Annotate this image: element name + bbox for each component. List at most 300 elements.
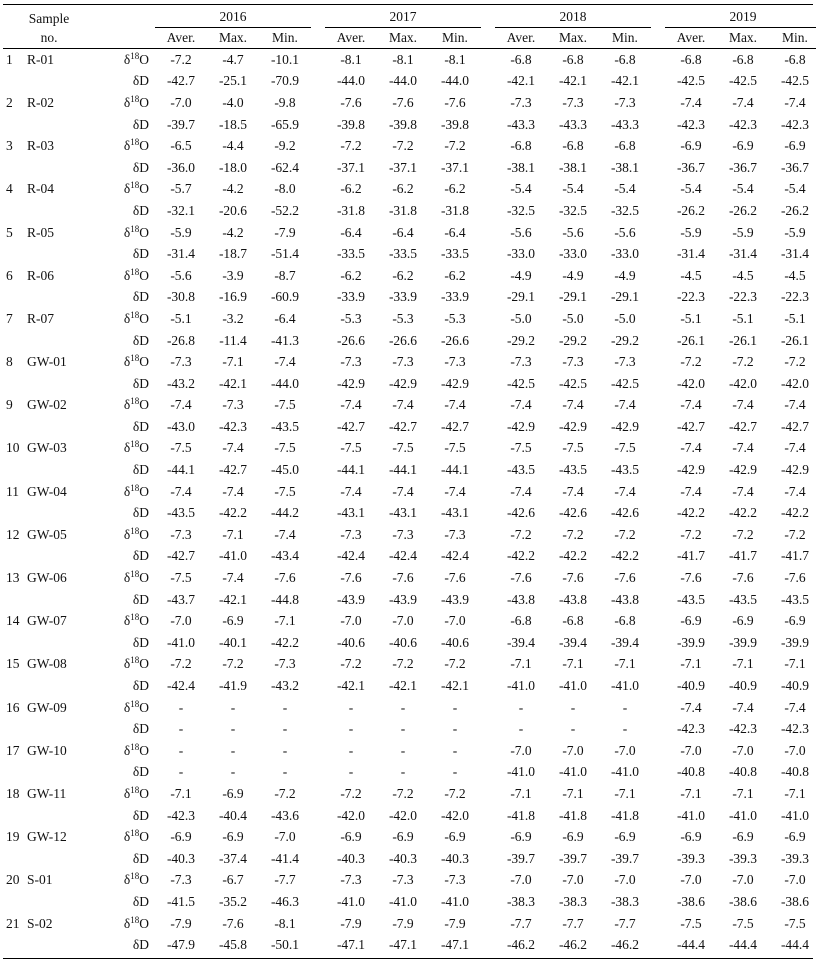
value-cell: -39.3: [780, 850, 810, 866]
sample-id-blank: [25, 934, 77, 956]
value-cell: -: [452, 764, 458, 780]
value-cell: -42.4: [336, 548, 366, 564]
value-cell: -7.2: [680, 354, 702, 370]
value-cell: -: [518, 699, 524, 715]
value-cell: -9.8: [274, 94, 296, 110]
delta-symbol: δ: [123, 785, 131, 801]
gap-cell: [651, 330, 665, 352]
value-cell: -7.5: [340, 440, 362, 456]
value-cell: -32.5: [610, 202, 640, 218]
stat-header-max-2018: Max.: [558, 30, 588, 45]
gap-cell: [651, 92, 665, 114]
value-cell: -44.1: [166, 462, 196, 478]
value-cell: -7.4: [562, 483, 584, 499]
value-cell: -41.8: [558, 807, 588, 823]
value-cell: -5.4: [614, 181, 636, 197]
value-cell: -26.6: [388, 332, 418, 348]
value-cell: -7.7: [510, 915, 532, 931]
value-cell: -7.3: [392, 354, 414, 370]
table-row: [3, 157, 816, 179]
value-cell: -39.9: [676, 634, 706, 650]
element-symbol: O: [139, 742, 149, 758]
value-cell: -7.1: [732, 656, 754, 672]
gap-cell: [651, 351, 665, 373]
sample-number-blank: [3, 891, 25, 913]
delta-symbol: δ: [123, 613, 131, 629]
table-row: [3, 243, 816, 265]
value-cell: -18.0: [218, 159, 248, 175]
gap-cell: [481, 28, 495, 49]
delta-symbol: δ: [123, 829, 131, 845]
gap-cell: [651, 913, 665, 935]
value-cell: -6.8: [614, 138, 636, 154]
value-cell: -6.2: [340, 181, 362, 197]
value-cell: -5.4: [510, 181, 532, 197]
value-cell: -5.3: [340, 310, 362, 326]
value-cell: -33.9: [336, 289, 366, 305]
element-symbol: O: [139, 570, 149, 586]
delta-symbol: δ: [123, 526, 131, 542]
value-cell: -7.4: [784, 483, 806, 499]
value-cell: -7.0: [614, 742, 636, 758]
value-cell: -29.1: [558, 289, 588, 305]
value-cell: -: [178, 742, 184, 758]
value-cell: -4.4: [222, 138, 244, 154]
value-cell: -7.0: [170, 94, 192, 110]
gap-cell: [651, 848, 665, 870]
value-cell: -41.5: [166, 893, 196, 909]
gap-cell: [651, 265, 665, 287]
gap-cell: [311, 438, 325, 460]
element-symbol: O: [139, 138, 149, 154]
value-cell: -: [622, 721, 628, 737]
table-row: [3, 416, 816, 438]
value-cell: -29.2: [506, 332, 536, 348]
value-cell: -7.1: [614, 785, 636, 801]
isotope-label-dD: δD: [132, 418, 149, 434]
value-cell: -6.9: [222, 829, 244, 845]
isotope-label-o18: [77, 308, 155, 330]
gap-cell: [311, 308, 325, 330]
value-cell: -29.1: [610, 289, 640, 305]
value-cell: -46.2: [506, 937, 536, 953]
stat-header-max-2017: Max.: [388, 30, 418, 45]
value-cell: -7.3: [340, 526, 362, 542]
value-cell: -7.2: [222, 656, 244, 672]
value-cell: -7.5: [274, 483, 296, 499]
gap-cell: [311, 200, 325, 222]
value-cell: -43.1: [440, 505, 470, 521]
value-cell: -40.3: [440, 850, 470, 866]
value-cell: -7.5: [274, 397, 296, 413]
delta-symbol: δ: [123, 138, 131, 154]
value-cell: -39.8: [388, 116, 418, 132]
value-cell: -42.3: [780, 721, 810, 737]
element-symbol: O: [139, 181, 149, 197]
isotope-label-o18: [77, 567, 155, 589]
value-cell: -7.2: [680, 526, 702, 542]
value-cell: -: [622, 699, 628, 715]
value-cell: -7.4: [170, 483, 192, 499]
isotope-label-o18: [77, 92, 155, 114]
value-cell: -33.9: [388, 289, 418, 305]
stat-header-aver-2018: Aver.: [506, 30, 536, 45]
value-cell: -7.4: [614, 483, 636, 499]
value-cell: -7.4: [732, 94, 754, 110]
sample-header-line1: Sample: [28, 10, 70, 26]
value-cell: -41.0: [440, 893, 470, 909]
value-cell: -6.8: [614, 51, 636, 67]
sample-number: 20: [6, 872, 20, 888]
sample-id: R-03: [27, 138, 54, 154]
gap-cell: [481, 416, 495, 438]
table-row: [3, 891, 816, 913]
value-cell: -39.4: [558, 634, 588, 650]
value-cell: -44.4: [676, 937, 706, 953]
sample-number: 3: [6, 138, 13, 154]
sample-number-blank: [3, 243, 25, 265]
mass-number: 18: [130, 741, 140, 752]
value-cell: -5.6: [614, 224, 636, 240]
isotope-label-o18: [77, 49, 155, 71]
value-cell: -40.3: [166, 850, 196, 866]
value-cell: -31.4: [166, 246, 196, 262]
table-row: [3, 395, 816, 417]
value-cell: -7.6: [510, 570, 532, 586]
value-cell: -5.0: [562, 310, 584, 326]
gap-cell: [481, 179, 495, 201]
value-cell: -42.3: [728, 721, 758, 737]
value-cell: -39.7: [166, 116, 196, 132]
gap-cell: [311, 28, 325, 49]
value-cell: -7.0: [562, 742, 584, 758]
gap-cell: [481, 265, 495, 287]
value-cell: -7.4: [614, 397, 636, 413]
gap-cell: [651, 610, 665, 632]
value-cell: -5.9: [784, 224, 806, 240]
gap-cell: [311, 71, 325, 93]
value-cell: -6.9: [784, 613, 806, 629]
element-symbol: O: [139, 613, 149, 629]
value-cell: -7.6: [340, 94, 362, 110]
isotope-label-dD: δD: [132, 462, 149, 478]
value-cell: -44.1: [388, 462, 418, 478]
sample-number-blank: [3, 675, 25, 697]
gap-cell: [651, 114, 665, 136]
value-cell: -42.1: [506, 73, 536, 89]
gap-cell: [481, 697, 495, 719]
sample-number: 6: [6, 267, 13, 283]
value-cell: -4.2: [222, 181, 244, 197]
table-row: [3, 762, 816, 784]
value-cell: -7.4: [340, 483, 362, 499]
value-cell: -5.9: [732, 224, 754, 240]
gap-cell: [481, 287, 495, 309]
isotope-label-dD: δD: [132, 332, 149, 348]
value-cell: -7.2: [340, 785, 362, 801]
isotope-label-o18: [77, 610, 155, 632]
gap-cell: [481, 654, 495, 676]
value-cell: -7.9: [392, 915, 414, 931]
element-symbol: O: [139, 397, 149, 413]
value-cell: -41.0: [728, 807, 758, 823]
value-cell: -40.1: [218, 634, 248, 650]
value-cell: -7.3: [444, 872, 466, 888]
sample-number: 21: [6, 915, 20, 931]
value-cell: -43.5: [780, 591, 810, 607]
value-cell: -44.1: [336, 462, 366, 478]
isotope-label-o18: [77, 395, 155, 417]
value-cell: -42.3: [728, 116, 758, 132]
sample-number: 1: [6, 51, 13, 67]
value-cell: -4.9: [562, 267, 584, 283]
value-cell: -39.3: [728, 850, 758, 866]
value-cell: -7.5: [614, 440, 636, 456]
table-row: [3, 351, 816, 373]
gap-cell: [311, 632, 325, 654]
value-cell: -7.1: [732, 785, 754, 801]
value-cell: -: [282, 699, 288, 715]
table-row: [3, 740, 816, 762]
value-cell: -46.2: [558, 937, 588, 953]
value-cell: -39.8: [440, 116, 470, 132]
value-cell: -7.1: [222, 526, 244, 542]
gap-cell: [651, 200, 665, 222]
value-cell: -8.1: [392, 51, 414, 67]
value-cell: -43.3: [610, 116, 640, 132]
value-cell: -44.4: [728, 937, 758, 953]
value-cell: -38.6: [676, 893, 706, 909]
value-cell: -42.9: [610, 418, 640, 434]
delta-symbol: δ: [123, 181, 131, 197]
sample-number-blank: [3, 848, 25, 870]
sample-id-blank: [25, 805, 77, 827]
table-row: [3, 718, 816, 740]
value-cell: -7.4: [732, 440, 754, 456]
value-cell: -7.0: [392, 613, 414, 629]
isotope-label-dD: δD: [132, 807, 149, 823]
gap-cell: [481, 524, 495, 546]
sample-number: 7: [6, 310, 13, 326]
value-cell: -7.1: [562, 785, 584, 801]
value-cell: -43.7: [166, 591, 196, 607]
value-cell: -38.6: [780, 893, 810, 909]
value-cell: -7.0: [444, 613, 466, 629]
value-cell: -42.1: [218, 591, 248, 607]
value-cell: -42.1: [440, 678, 470, 694]
value-cell: -36.7: [676, 159, 706, 175]
value-cell: -7.4: [680, 94, 702, 110]
gap-cell: [481, 438, 495, 460]
value-cell: -38.1: [506, 159, 536, 175]
value-cell: -42.0: [728, 375, 758, 391]
gap-cell: [481, 783, 495, 805]
value-cell: -26.1: [676, 332, 706, 348]
gap-cell: [481, 373, 495, 395]
value-cell: -5.0: [614, 310, 636, 326]
value-cell: -35.2: [218, 893, 248, 909]
value-cell: -43.4: [270, 548, 300, 564]
value-cell: -32.5: [558, 202, 588, 218]
stat-header-min-2019: Min.: [782, 30, 808, 45]
value-cell: -6.8: [510, 51, 532, 67]
mass-number: 18: [130, 828, 140, 839]
mass-number: 18: [130, 223, 140, 234]
value-cell: -: [452, 699, 458, 715]
table-row: [3, 589, 816, 611]
value-cell: -42.9: [506, 418, 536, 434]
isotope-label-o18: [77, 265, 155, 287]
value-cell: -6.8: [784, 51, 806, 67]
value-cell: -7.2: [732, 526, 754, 542]
gap-cell: [481, 826, 495, 848]
value-cell: -7.3: [170, 354, 192, 370]
value-cell: -5.4: [784, 181, 806, 197]
value-cell: -39.7: [610, 850, 640, 866]
element-symbol: O: [139, 699, 149, 715]
sample-number: 4: [6, 181, 13, 197]
value-cell: -5.0: [510, 310, 532, 326]
value-cell: -: [282, 742, 288, 758]
value-cell: -7.3: [614, 354, 636, 370]
value-cell: -41.0: [780, 807, 810, 823]
value-cell: -7.3: [170, 872, 192, 888]
table-row: [3, 179, 816, 201]
value-cell: -43.8: [610, 591, 640, 607]
table-row: [3, 654, 816, 676]
isotope-label-dD: δD: [132, 764, 149, 780]
year-header-2018: 2018: [495, 7, 651, 28]
sample-id: GW-12: [27, 829, 67, 845]
gap-cell: [311, 783, 325, 805]
gap-cell: [481, 222, 495, 244]
gap-cell: [651, 567, 665, 589]
sample-number-blank: [3, 589, 25, 611]
gap-cell: [651, 718, 665, 740]
gap-cell: [311, 697, 325, 719]
value-cell: -6.2: [444, 181, 466, 197]
delta-symbol: δ: [123, 397, 131, 413]
value-cell: -42.2: [558, 548, 588, 564]
table-row: [3, 848, 816, 870]
gap-cell: [311, 567, 325, 589]
sample-number: 8: [6, 354, 13, 370]
gap-cell: [311, 157, 325, 179]
value-cell: -9.2: [274, 138, 296, 154]
value-cell: -26.1: [780, 332, 810, 348]
value-cell: -7.4: [562, 397, 584, 413]
element-symbol: O: [139, 310, 149, 326]
value-cell: -42.0: [336, 807, 366, 823]
value-cell: -7.4: [680, 397, 702, 413]
value-cell: -7.2: [444, 656, 466, 672]
value-cell: -60.9: [270, 289, 300, 305]
value-cell: -26.2: [676, 202, 706, 218]
sample-number: 11: [6, 483, 19, 499]
value-cell: -7.4: [392, 397, 414, 413]
sample-id-blank: [25, 373, 77, 395]
value-cell: -5.9: [680, 224, 702, 240]
delta-symbol: δ: [123, 51, 131, 67]
gap-cell: [481, 934, 495, 956]
sample-id-blank: [25, 114, 77, 136]
value-cell: -42.2: [270, 634, 300, 650]
sample-number-blank: [3, 330, 25, 352]
sample-number-blank: [3, 157, 25, 179]
value-cell: -7.3: [222, 397, 244, 413]
gap-cell: [481, 718, 495, 740]
value-cell: -42.1: [336, 678, 366, 694]
gap-cell: [651, 222, 665, 244]
isotope-label-dD: δD: [132, 505, 149, 521]
value-cell: -46.3: [270, 893, 300, 909]
value-cell: -40.8: [676, 764, 706, 780]
stat-header-max-2016: Max.: [218, 30, 248, 45]
sample-id-blank: [25, 459, 77, 481]
gap-cell: [311, 675, 325, 697]
value-cell: -7.0: [510, 872, 532, 888]
value-cell: -7.1: [510, 656, 532, 672]
value-cell: -: [400, 742, 406, 758]
gap-cell: [311, 610, 325, 632]
value-cell: -5.6: [562, 224, 584, 240]
gap-cell: [311, 654, 325, 676]
value-cell: -41.3: [270, 332, 300, 348]
value-cell: -41.4: [270, 850, 300, 866]
value-cell: -37.4: [218, 850, 248, 866]
table-row: [3, 546, 816, 568]
value-cell: -42.1: [218, 375, 248, 391]
value-cell: -: [230, 699, 236, 715]
value-cell: -42.7: [336, 418, 366, 434]
value-cell: -41.0: [676, 807, 706, 823]
value-cell: -43.5: [728, 591, 758, 607]
value-cell: -6.8: [510, 613, 532, 629]
value-cell: -7.7: [614, 915, 636, 931]
isotope-label-dD: δD: [132, 850, 149, 866]
value-cell: -32.5: [506, 202, 536, 218]
sample-id: R-04: [27, 181, 54, 197]
value-cell: -5.3: [444, 310, 466, 326]
gap-cell: [311, 395, 325, 417]
value-cell: -41.0: [506, 764, 536, 780]
value-cell: -: [178, 764, 184, 780]
gap-cell: [311, 805, 325, 827]
sample-id-blank: [25, 243, 77, 265]
value-cell: -29.2: [558, 332, 588, 348]
value-cell: -42.4: [166, 678, 196, 694]
gap-cell: [481, 632, 495, 654]
stat-header-aver-2016: Aver.: [166, 30, 196, 45]
value-cell: -7.7: [562, 915, 584, 931]
value-cell: -7.4: [732, 397, 754, 413]
gap-cell: [311, 740, 325, 762]
sample-id: GW-04: [27, 483, 67, 499]
value-cell: -43.2: [270, 678, 300, 694]
value-cell: -7.3: [340, 354, 362, 370]
value-cell: -50.1: [270, 937, 300, 953]
value-cell: -40.4: [218, 807, 248, 823]
isotope-label-o18: [77, 783, 155, 805]
table-row: [3, 524, 816, 546]
gap-cell: [481, 459, 495, 481]
value-cell: -42.2: [218, 505, 248, 521]
gap-cell: [311, 243, 325, 265]
sample-number: 17: [6, 742, 20, 758]
value-cell: -11.4: [219, 332, 247, 348]
value-cell: -7.3: [562, 94, 584, 110]
value-cell: -16.9: [218, 289, 248, 305]
